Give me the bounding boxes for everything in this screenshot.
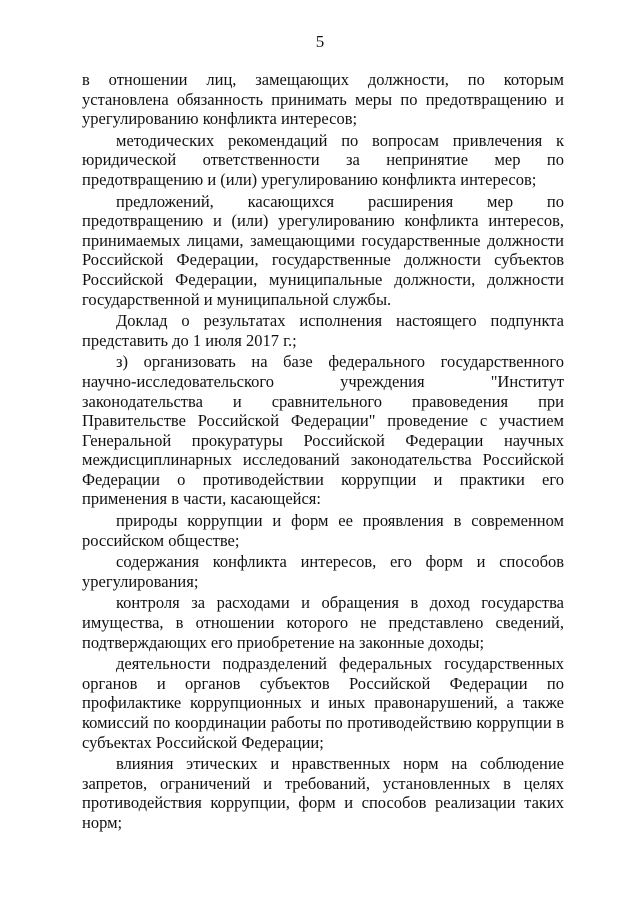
paragraph-expense-control: контроля за расходами и обращения в доход государства имущества, в отношении которого не представлено сведений, подтверждающих его приобретение на законные доходы; <box>82 593 564 652</box>
paragraph-item-z: з) организовать на базе федерального государственного научно-исследовательского учреждения "Институт законодательства и сравнительного правоведения при Правительстве Российской Федерации" проведение с участием Генеральной прокуратуры Российской Федерации научных междисциплинарных исследований законодательства Российской Федерации о противодействии коррупции и практики его применения в части, касающейся: <box>82 352 564 509</box>
paragraph-conflict-obligation: в отношении лиц, замещающих должности, по которым установлена обязанность принимать меры по предотвращению и урегулированию конфликта интересов; <box>82 70 564 129</box>
paragraph-report-deadline: Доклад о результатах исполнения настоящего подпункта представить до 1 июля 2017 г.; <box>82 311 564 350</box>
paragraph-ethical-norms: влияния этических и нравственных норм на соблюдение запретов, ограничений и требований, установленных в целях противодействия коррупции, форм и способов реализации таких норм; <box>82 754 564 832</box>
paragraph-conflict-content: содержания конфликта интересов, его форм и способов урегулирования; <box>82 552 564 591</box>
document-body <box>82 70 564 835</box>
paragraph-nature-of-corruption: природы коррупции и форм ее проявления в современном российском обществе; <box>82 511 564 550</box>
paragraph-departments-activity: деятельности подразделений федеральных государственных органов и органов субъектов Российской Федерации по профилактике коррупционных и иных правонарушений, а также комиссий по координации работы по противодействию коррупции в субъектах Российской Федерации; <box>82 654 564 752</box>
page-number: 5 <box>315 32 325 51</box>
paragraph-methodical-recommendations: методических рекомендаций по вопросам привлечения к юридической ответственности за непринятие мер по предотвращению и (или) урегулированию конфликта интересов; <box>82 130 564 189</box>
paragraph-proposals: предложений, касающихся расширения мер по предотвращению и (или) урегулированию конфликта интересов, принимаемых лицами, замещающими государственные должности Российской Федерации, государственные должности субъектов Российской Федерации, муниципальные должности, должности государственной и муниципальной службы. <box>82 191 564 309</box>
